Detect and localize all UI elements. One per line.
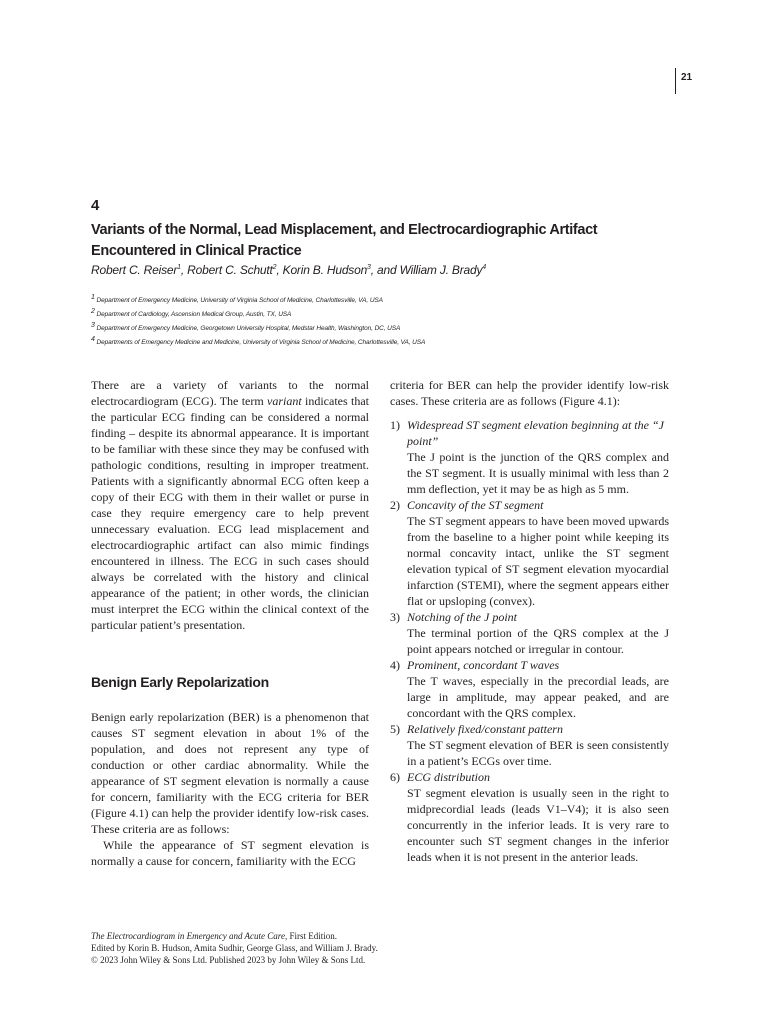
- criteria-body: The terminal portion of the QRS complex at the J point appears notched or irregular in contour.: [407, 626, 669, 656]
- criteria-heading: Prominent, concordant T waves: [407, 658, 560, 672]
- affiliation: [91, 292, 651, 306]
- criteria-heading: Concavity of the ST segment: [407, 498, 544, 512]
- section-paragraph: Benign early repolarization (BER) is a phenomenon that causes ST segment elevation in about 1% of the population, and does not represent any type of conduction or other cardiac abnormality. While the appearance of ST segment elevation is normally a cause for concern, familiarity with the ECG criteria for BER (Figure 4.1) can help the provider identify low-risk cases. These criteria are as follows:: [91, 710, 369, 836]
- criteria-body: ST segment elevation is usually seen in the right to midprecordial leads (leads V1–V4); it is also seen concurrently in the inferior leads. It is very rare to encounter such ST segment changes in the inferior leads when it is not present in the anterior leads.: [407, 786, 669, 864]
- criteria-body: The T waves, especially in the precordial leads, are large in amplitude, may appear peaked, and are concordant with the QRS complex.: [407, 674, 669, 720]
- footer-book-line: [91, 930, 651, 942]
- affiliation-list: [91, 292, 651, 349]
- author-affiliation-mark: 2: [272, 264, 277, 271]
- affiliation: [91, 320, 651, 334]
- author-name: Korin B. Hudson: [282, 263, 368, 277]
- criteria-heading: Notching of the J point: [407, 610, 517, 624]
- criteria-item: [390, 497, 669, 609]
- intro-paragraph: [91, 377, 369, 633]
- affiliation-mark: 1: [91, 294, 95, 301]
- author-affiliation-mark: 4: [482, 264, 486, 271]
- criteria-number: 6): [390, 770, 400, 784]
- left-column-section: [91, 709, 369, 869]
- author-separator: ,: [180, 263, 188, 277]
- criteria-body: The J point is the junction of the QRS complex and the ST segment. It is usually minimal with less than 2 mm deflection, yet it may be as high as 5 mm.: [407, 450, 669, 496]
- criteria-number: 2): [390, 498, 400, 512]
- affiliation-text: Department of Cardiology, Ascension Medical Group, Austin, TX, USA: [96, 311, 292, 319]
- chapter-title: Variants of the Normal, Lead Misplacement, and Electrocardiographic Artifact Encountered in Clinical Practice: [91, 222, 598, 259]
- author-name: William J. Brady: [399, 263, 483, 277]
- affiliation-text: Department of Emergency Medicine, University of Virginia School of Medicine, Charlottesville, VA, USA: [96, 297, 383, 305]
- criteria-heading: Widespread ST segment elevation beginning at the “J point”: [407, 418, 664, 448]
- affiliation: [91, 306, 651, 320]
- criteria-item: [390, 721, 669, 769]
- footer-book-title: The Electrocardiogram in Emergency and Acute Care: [91, 931, 285, 941]
- author-separator: , and: [370, 263, 400, 277]
- criteria-body: The ST segment elevation of BER is seen consistently in a patient’s ECGs over time.: [407, 738, 669, 768]
- footer-edition: , First Edition.: [284, 931, 337, 941]
- publication-footer: [91, 930, 651, 966]
- author-separator: ,: [276, 263, 283, 277]
- criteria-body: The ST segment appears to have been moved upwards from the baseline to a higher point while keeping its normal concavity intact, unlike the ST segment elevation typical of ST segment elevation myocardial infarction (STEMI), where the segment appears either flat or upsloping (convex).: [407, 514, 669, 608]
- author-affiliation-mark: 3: [367, 264, 371, 271]
- left-column: [91, 377, 369, 633]
- footer-editors: Edited by Korin B. Hudson, Amita Sudhir, George Glass, and William J. Brady.: [91, 943, 378, 953]
- criteria-heading: ECG distribution: [407, 770, 491, 784]
- criteria-number: 3): [390, 610, 400, 624]
- criteria-heading: Relatively fixed/constant pattern: [407, 722, 563, 736]
- page-number: 21: [681, 72, 693, 83]
- section-heading: Benign Early Repolarization: [91, 674, 269, 690]
- affiliation-text: Departments of Emergency Medicine and Medicine, University of Virginia School of Medicine, Charlottesville, VA, USA: [96, 339, 426, 347]
- intro-text-end: indicates that the particular ECG finding can be considered a normal finding – despite its abnormal appearance. It is important to be familiar with these since they may be confused with pathologic conditions, resulting in improper treatment. Patients with a significantly abnormal ECG often keep a copy of their ECG with them in their wallet or purse in case they require emergency care to help prevent unnecessary evaluation. ECG lead misplacement and electrocardiographic artifact can also mimic findings encountered in illness. The ECG in such cases should always be correlated with the history and clinical appearance of the patient; in other words, the clinician must interpret the ECG within the clinical context of the particular patient’s presentation.: [91, 394, 369, 632]
- criteria-item: [390, 657, 669, 721]
- criteria-item: [390, 609, 669, 657]
- right-column: [390, 377, 669, 865]
- affiliation-text: Department of Emergency Medicine, Georgetown University Hospital, Medstar Health, Washington, DC, USA: [96, 325, 401, 333]
- intro-text-start: There are a variety of variants to the normal electrocardiogram (ECG). The term: [91, 378, 369, 408]
- page-number-rule: [675, 68, 676, 94]
- author-name: Robert C. Reiser: [91, 263, 178, 277]
- criteria-item: [390, 769, 669, 865]
- criteria-item: [390, 417, 669, 497]
- author-list: [91, 263, 651, 277]
- criteria-number: 5): [390, 722, 400, 736]
- intro-term: variant: [267, 394, 302, 408]
- affiliation-mark: 2: [91, 308, 95, 316]
- criteria-number: 4): [390, 658, 400, 672]
- author-name: Robert C. Schutt: [187, 263, 273, 277]
- criteria-list: [390, 417, 669, 865]
- author-affiliation-mark: 1: [177, 264, 181, 271]
- footer-copyright: © 2023 John Wiley & Sons Ltd. Published 2023 by John Wiley & Sons Ltd.: [91, 955, 366, 965]
- affiliation: [91, 334, 651, 348]
- chapter-number: 4: [91, 197, 100, 214]
- affiliation-mark: 4: [91, 336, 95, 344]
- affiliation-mark: 3: [91, 322, 95, 330]
- section-paragraph: While the appearance of ST segment elevation is normally a cause for concern, familiarity with the ECG: [91, 838, 369, 868]
- criteria-number: 1): [390, 418, 400, 432]
- continuation-paragraph: criteria for BER can help the provider identify low-risk cases. These criteria are as follows (Figure 4.1):: [390, 378, 669, 408]
